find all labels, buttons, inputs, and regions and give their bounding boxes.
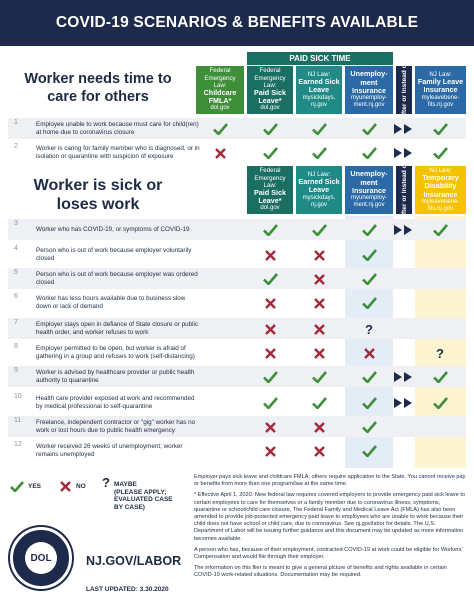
cell-mark bbox=[259, 369, 281, 385]
table-row bbox=[8, 318, 466, 339]
row-scenario-text: Employee unable to work because must care for child(ren) at home due to coronavirus closure bbox=[36, 121, 199, 136]
cell-mark bbox=[358, 247, 380, 263]
cell-mark bbox=[429, 222, 451, 238]
cell-mark bbox=[358, 419, 380, 435]
cell-mark bbox=[429, 145, 451, 161]
legend-question-icon: ? bbox=[102, 475, 110, 490]
cell-mark bbox=[259, 443, 281, 459]
cell-mark bbox=[358, 271, 380, 287]
header-family-leave-insurance: NJ Law: Family Leave Insurance myleavebene- fits.nj.gov bbox=[415, 66, 466, 114]
row-number: 6 bbox=[14, 293, 18, 300]
cell-icon bbox=[362, 273, 377, 285]
cell-mark bbox=[308, 419, 330, 435]
header-temporary-disability-insurance: NJ Law: Temporary Disability Insurance myleavebene- fits.nj.gov bbox=[415, 166, 466, 214]
row-number: 3 bbox=[14, 220, 18, 227]
header-childcare-fmla: Federal Emergency Law: Childcare FMLA* dol.gov bbox=[196, 66, 244, 114]
cell-mark bbox=[259, 121, 281, 137]
table-row bbox=[8, 244, 466, 265]
cell-icon bbox=[362, 147, 377, 159]
cell-icon bbox=[263, 371, 278, 383]
cell-mark bbox=[259, 145, 281, 161]
cell-icon bbox=[312, 397, 327, 409]
cell-icon bbox=[364, 348, 375, 359]
cell-mark: ? bbox=[436, 345, 444, 361]
cell-mark bbox=[308, 369, 330, 385]
cell-icon bbox=[314, 348, 325, 359]
cell-icon bbox=[312, 224, 327, 236]
row-scenario-text: Health care provider exposed at work and recommended by medical professional to self-quarantine bbox=[36, 395, 195, 410]
table-row bbox=[8, 416, 466, 437]
legend-x-icon bbox=[60, 481, 71, 492]
cell-mark bbox=[358, 395, 380, 411]
legend-maybe: MAYBE (PLEASE APPLY; EVALUATED CASE BY CASE) bbox=[114, 481, 173, 511]
row-number: 5 bbox=[14, 269, 18, 276]
cell-icon bbox=[312, 123, 327, 135]
cell-mark bbox=[308, 345, 330, 361]
cell-icon bbox=[362, 297, 377, 309]
cell-mark bbox=[429, 395, 451, 411]
row-number: 12 bbox=[14, 441, 22, 448]
website-link[interactable]: NJ.GOV/LABOR bbox=[86, 554, 182, 568]
cell-mark bbox=[358, 145, 380, 161]
cell-mark bbox=[259, 395, 281, 411]
cell-mark bbox=[259, 345, 281, 361]
cell-mark bbox=[358, 369, 380, 385]
cell-mark bbox=[393, 369, 415, 385]
cell-mark: ? bbox=[365, 321, 373, 337]
cell-icon bbox=[393, 397, 415, 409]
row-scenario-text: Worker who has COVID-19, or symptoms of COVID-19 bbox=[36, 225, 190, 233]
cell-icon bbox=[393, 147, 415, 159]
note-4: The information on this flier is meant to give a general picture of benefits and rights available in certain COVID-19 work-related situations. Documentation may be required. bbox=[194, 565, 447, 579]
row-scenario-text: Worker has less hours available due to business slow down or lack of demand bbox=[36, 295, 186, 310]
cell-mark bbox=[393, 121, 415, 137]
row-scenario-text: Freelance, independent contractor or "gig" worker has no work or lost hours due to public health emergency bbox=[36, 419, 196, 434]
cell-icon bbox=[314, 446, 325, 457]
cell-icon bbox=[263, 123, 278, 135]
after-or-instead-label-1: After or Instead of bbox=[396, 66, 412, 114]
cell-mark bbox=[259, 321, 281, 337]
row-number: 8 bbox=[14, 343, 18, 350]
row-scenario-text: Employer stays open in defiance of State closure or public health order, and worker refuses to work bbox=[36, 321, 199, 336]
cell-mark bbox=[259, 295, 281, 311]
cell-icon bbox=[314, 422, 325, 433]
cell-mark bbox=[308, 271, 330, 287]
cell-mark bbox=[259, 222, 281, 238]
cell-icon bbox=[263, 397, 278, 409]
row-number: 2 bbox=[14, 143, 18, 150]
cell-icon bbox=[362, 445, 377, 457]
paid-sick-time-banner: PAID SICK TIME bbox=[247, 52, 393, 65]
row-number: 7 bbox=[14, 319, 18, 326]
cell-icon bbox=[265, 298, 276, 309]
cell-icon bbox=[265, 348, 276, 359]
cell-icon bbox=[213, 123, 228, 135]
cell-mark bbox=[259, 271, 281, 287]
cell-icon bbox=[433, 123, 448, 135]
cell-mark bbox=[358, 121, 380, 137]
cell-mark bbox=[209, 145, 231, 161]
cell-mark bbox=[308, 443, 330, 459]
table-row bbox=[8, 342, 466, 363]
cell-mark bbox=[429, 121, 451, 137]
row-number: 10 bbox=[14, 393, 22, 400]
cell-icon bbox=[362, 249, 377, 261]
row-number: 4 bbox=[14, 245, 18, 252]
row-scenario-text: Worker received 26 weeks of unemployment; worker remains unemployed bbox=[36, 443, 183, 458]
cell-icon bbox=[312, 371, 327, 383]
header2-paid-sick-leave: Federal Emergency Law: Paid Sick Leave* dol.gov bbox=[247, 166, 293, 214]
cell-mark bbox=[308, 395, 330, 411]
footnotes bbox=[194, 474, 466, 584]
note-3: A person who has, because of their employment, contracted COVID-19 at work could be eligible for Workers' Compensation and would file through their employer. bbox=[194, 546, 463, 561]
legend-no: NO bbox=[76, 483, 86, 490]
note-2: * Effective April 1, 2020: New federal law requires covered employers to provide emergency paid sick leave to certain employees to care for themselves or a family member due to coronavirus illness, symptoms, quarantine or school/child care closure. The Federal Family and Medical Leave Act (FMLA) has also been amended to provide job-protected emergency paid leave to employees who are unable to work because their child does not have school or child care, due to coronavirus. See nj.gov/labor for details. The U.S. Department of Labor will be issuing further guidance and this document may be updated as more information becomes available. bbox=[194, 492, 466, 542]
row-scenario-text: Worker is advised by healthcare provider or public health authority to quarantine bbox=[36, 369, 195, 384]
row-scenario-text: Person who is out of work because employer voluntarily closed bbox=[36, 247, 192, 262]
cell-icon bbox=[314, 298, 325, 309]
cell-mark bbox=[358, 345, 380, 361]
cell-icon bbox=[393, 123, 415, 135]
cell-mark bbox=[358, 222, 380, 238]
table-row bbox=[8, 440, 466, 461]
cell-icon bbox=[265, 250, 276, 261]
header-unemployment-insurance: Unemploy- ment Insurance myunemploy- ment.nj.gov bbox=[345, 66, 393, 114]
cell-icon bbox=[433, 371, 448, 383]
header2-unemployment-insurance: Unemploy- ment Insurance myunemploy- ment.nj.gov bbox=[345, 166, 393, 214]
header-earned-sick-leave: NJ Law: Earned Sick Leave mysickdays. nj.gov bbox=[296, 66, 342, 114]
cell-mark bbox=[308, 222, 330, 238]
cell-mark bbox=[259, 247, 281, 263]
cell-icon bbox=[263, 147, 278, 159]
cell-mark bbox=[308, 247, 330, 263]
cell-icon bbox=[314, 274, 325, 285]
cell-mark bbox=[259, 419, 281, 435]
note-1: Employer pays sick leave and childcare FMLA; others require application to the State. You cannot receive pay or benefits from more than one program/law at the same time. bbox=[194, 474, 466, 488]
legend-check-icon bbox=[10, 481, 24, 492]
cell-mark bbox=[308, 121, 330, 137]
cell-mark bbox=[429, 369, 451, 385]
cell-mark bbox=[393, 395, 415, 411]
header2-earned-sick-leave: NJ Law: Earned Sick Leave mysickdays. nj.gov bbox=[296, 166, 342, 214]
cell-icon bbox=[393, 371, 415, 383]
legend-yes: YES bbox=[28, 483, 42, 490]
cell-mark bbox=[393, 145, 415, 161]
cell-icon bbox=[362, 421, 377, 433]
cell-icon bbox=[265, 446, 276, 457]
cell-mark bbox=[393, 222, 415, 238]
after-or-instead-label-2: After or Instead of bbox=[396, 166, 412, 214]
cell-icon bbox=[312, 147, 327, 159]
cell-icon bbox=[314, 250, 325, 261]
cell-icon bbox=[265, 422, 276, 433]
cell-icon bbox=[265, 324, 276, 335]
cell-icon bbox=[362, 123, 377, 135]
legend bbox=[10, 475, 175, 518]
cell-icon bbox=[393, 224, 415, 236]
cell-icon bbox=[215, 148, 226, 159]
cell-icon bbox=[433, 147, 448, 159]
page-title: COVID-19 SCENARIOS & BENEFITS AVAILABLE bbox=[0, 0, 474, 46]
nj-dol-seal-logo: DOL bbox=[10, 527, 72, 589]
cell-icon bbox=[433, 224, 448, 236]
cell-icon bbox=[433, 397, 448, 409]
last-updated: LAST UPDATED: 3.30.2020 bbox=[86, 586, 169, 593]
row-number: 9 bbox=[14, 367, 18, 374]
header-paid-sick-leave: Federal Emergency Law: Paid Sick Leave* dol.gov bbox=[247, 66, 293, 114]
cell-icon bbox=[362, 371, 377, 383]
table-row bbox=[8, 268, 466, 289]
cell-icon bbox=[263, 224, 278, 236]
cell-icon bbox=[362, 397, 377, 409]
cell-mark bbox=[308, 295, 330, 311]
row-number: 11 bbox=[14, 417, 22, 424]
cell-mark bbox=[358, 295, 380, 311]
table-row bbox=[8, 292, 466, 313]
cell-icon bbox=[362, 224, 377, 236]
row-scenario-text: Person who is out of work because employer was ordered closed bbox=[36, 271, 198, 286]
cell-icon bbox=[263, 273, 278, 285]
section-title-care-for-others: Worker needs time to care for others bbox=[24, 71, 172, 105]
cell-icon bbox=[314, 324, 325, 335]
cell-mark bbox=[308, 321, 330, 337]
row-number: 1 bbox=[14, 119, 18, 126]
row-scenario-text: Worker is caring for family member who is diagnosed, or in isolation or quarantine with suspicion of exposure bbox=[36, 145, 200, 160]
cell-mark bbox=[358, 443, 380, 459]
cell-mark bbox=[308, 145, 330, 161]
cell-mark bbox=[209, 121, 231, 137]
row-scenario-text: Employer permitted to be open, but worker is afraid of gathering in a group and refuses to work (self-distancing) bbox=[36, 345, 195, 360]
section-title-sick-or-loses-work: Worker is sick or loses work bbox=[33, 177, 163, 213]
